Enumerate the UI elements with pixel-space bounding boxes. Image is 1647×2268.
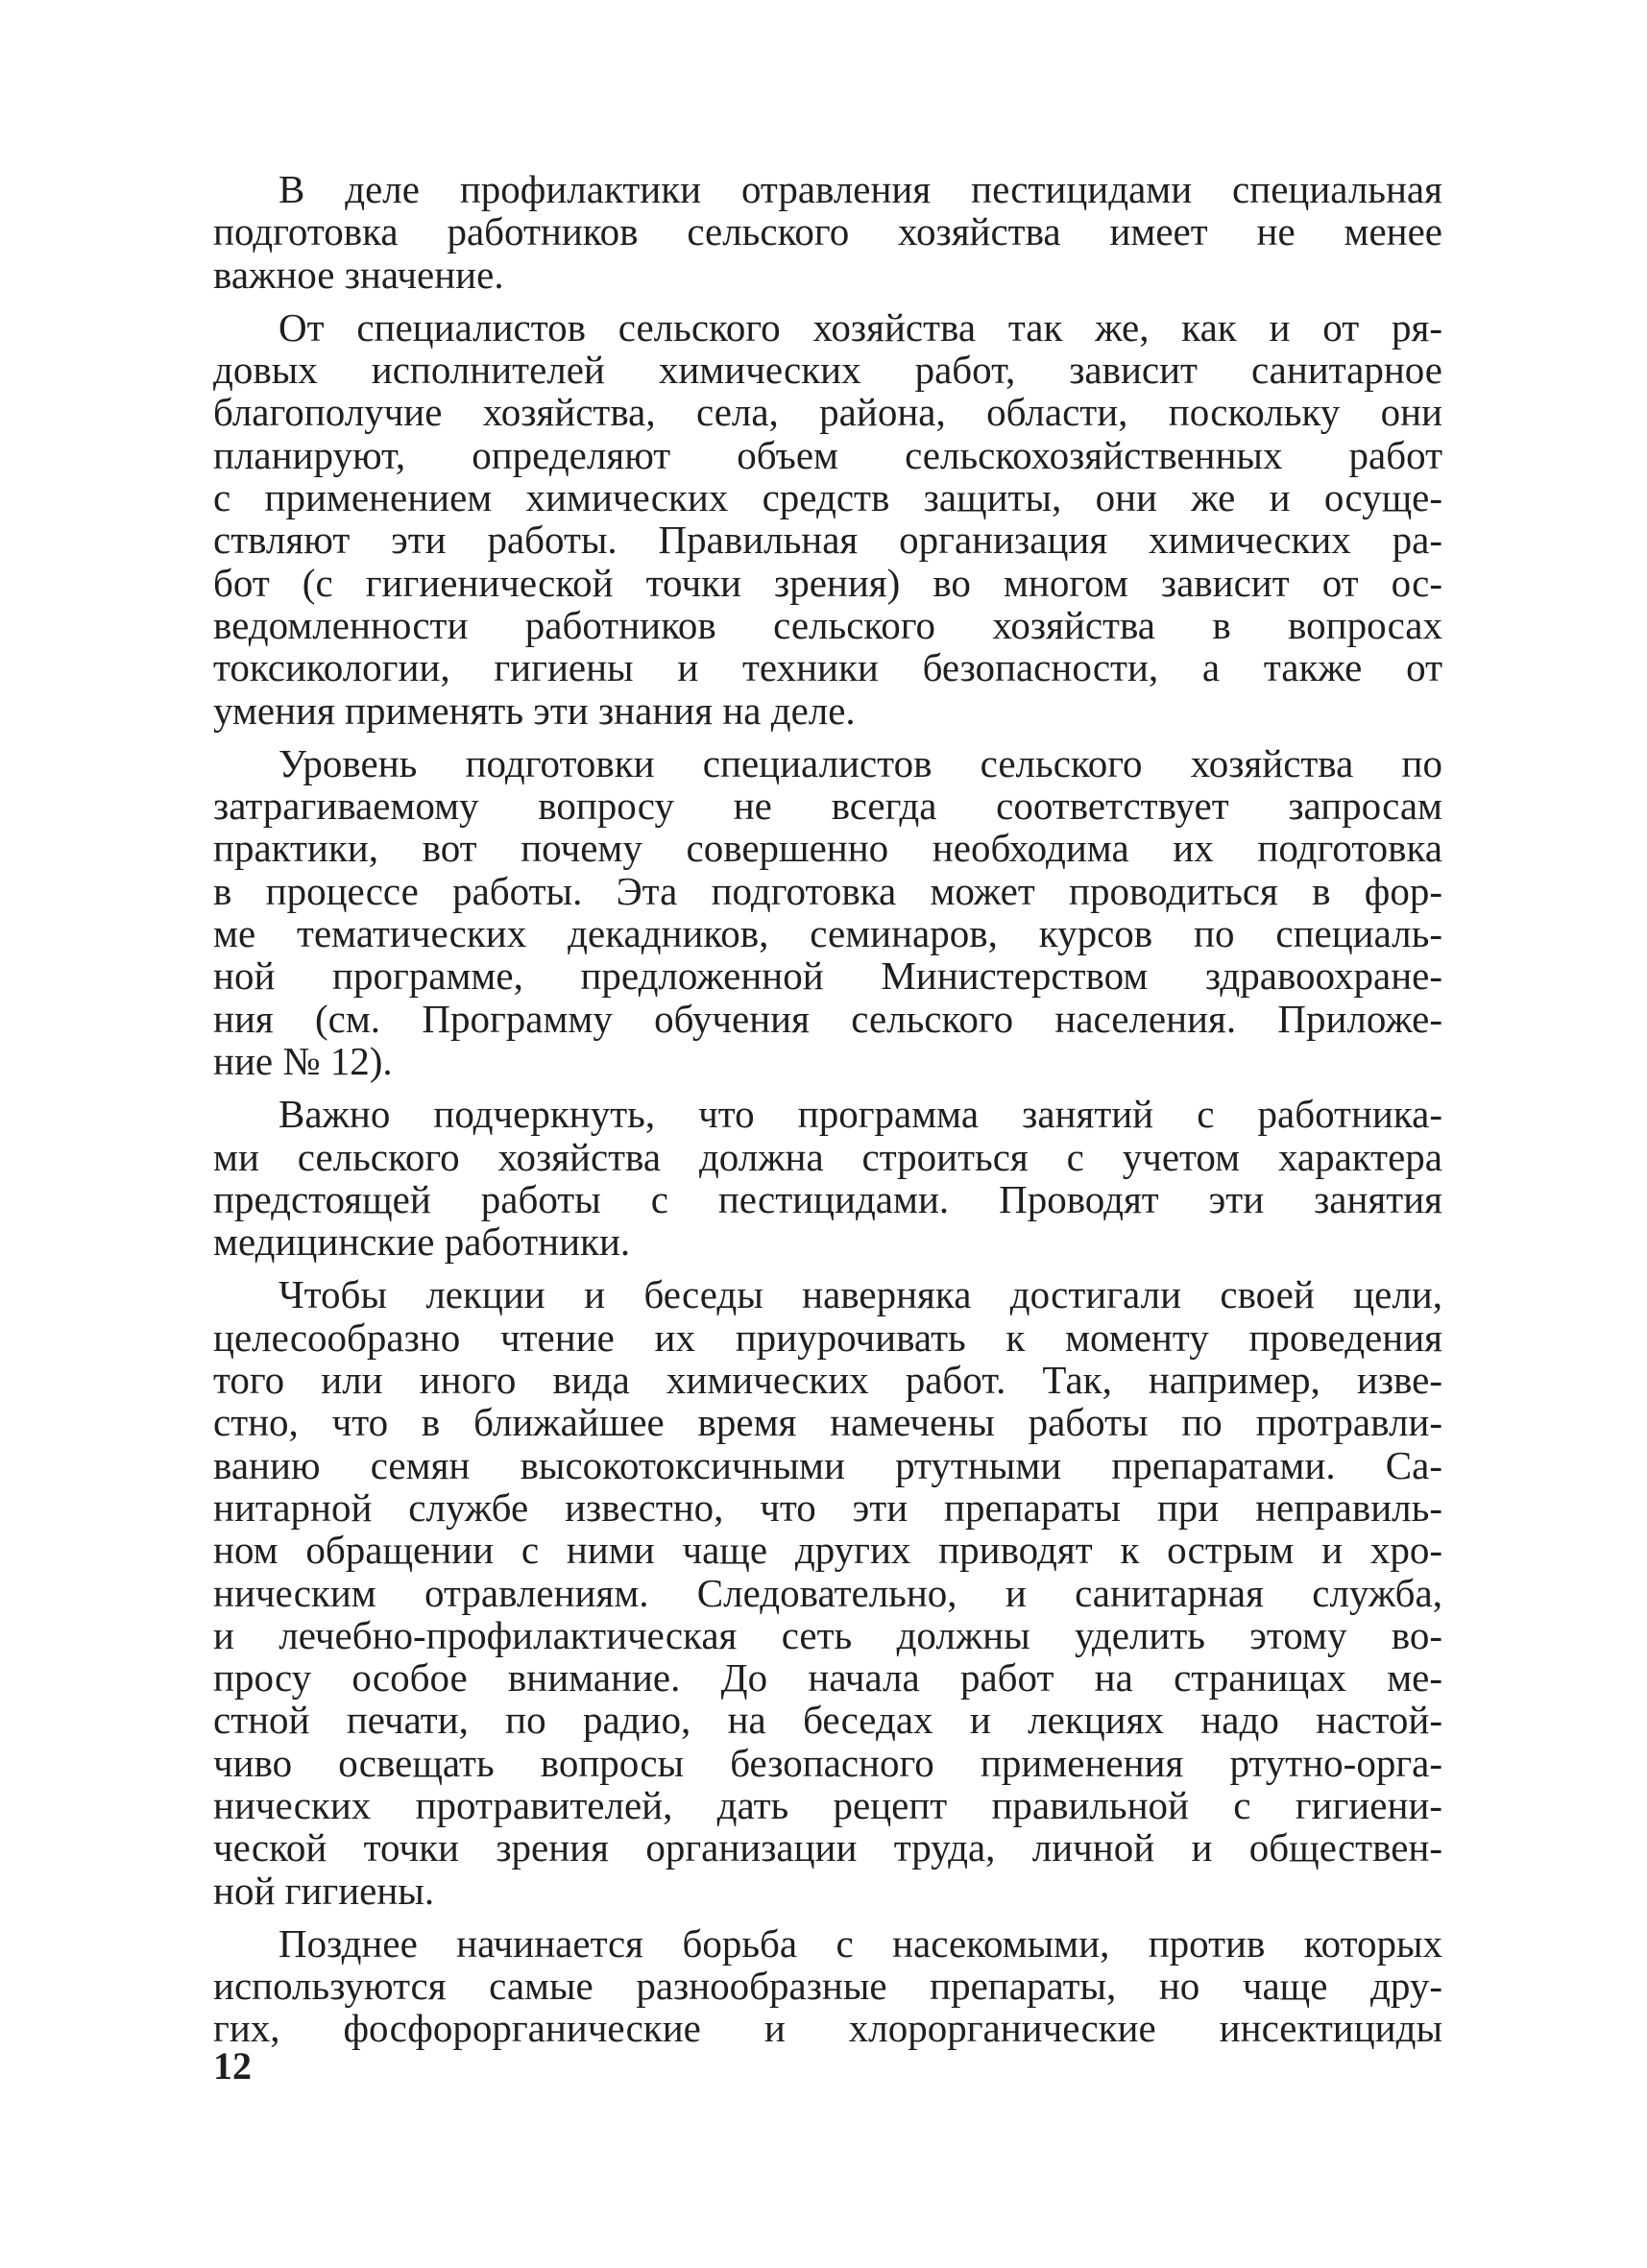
text-line: того или иного вида химических работ. Так, например, изве- — [213, 1358, 1442, 1403]
text-line: предстоящей работы с пестицидами. Проводят эти занятия — [213, 1176, 1442, 1221]
text-line: ной программе, предложенной Министерством здравоохране- — [213, 953, 1442, 999]
text-line: Позднее начинается борьба с насекомыми, против которых — [279, 1920, 1442, 1966]
paragraph — [213, 168, 1442, 296]
text-line: чиво освещать вопросы безопасного применения ртутно-орга- — [213, 1740, 1442, 1785]
text-line: ной гигиены. — [213, 1868, 435, 1913]
text-line: практики, вот почему совершенно необходима их подготовка — [213, 826, 1442, 871]
text-line: умения применять эти знания на деле. — [213, 688, 856, 733]
text-line: и лечебно-профилактическая сеть должны уделить этому во- — [213, 1612, 1442, 1657]
text-line: ния (см. Программу обучения сельского населения. Приложе- — [213, 996, 1442, 1041]
text-line: ме тематических декадников, семинаров, курсов по специаль- — [213, 911, 1442, 956]
text-line: медицинские работники. — [213, 1219, 631, 1265]
text-line: важное значение. — [213, 252, 504, 297]
text-line: ствляют эти работы. Правильная организация химических ра- — [213, 518, 1442, 563]
text-line: затрагиваемому вопросу не всегда соответствует запросам — [213, 784, 1442, 829]
text-line: Чтобы лекции и беседы наверняка достигали своей цели, — [279, 1272, 1442, 1317]
text-line: нитарной службе известно, что эти препараты при неправиль- — [213, 1484, 1442, 1530]
text-line: благополучие хозяйства, села, района, области, поскольку они — [213, 390, 1442, 435]
text-line: Уровень подготовки специалистов сельского хозяйства по — [279, 740, 1442, 785]
paragraph — [213, 1273, 1442, 1911]
paragraph — [213, 306, 1442, 732]
text-line: ведомленности работников сельского хозяйства в вопросах — [213, 602, 1442, 647]
text-line: используются самые разнообразные препараты, но чаще дру- — [213, 1964, 1442, 2009]
text-line: в процессе работы. Эта подготовка может проводиться в фор- — [213, 868, 1442, 913]
text-line: подготовка работников сельского хозяйства имеет не менее — [213, 209, 1442, 254]
page-number: 12 — [213, 2044, 252, 2087]
text-line: ванию семян высокотоксичными ртутными препаратами. Са- — [213, 1442, 1442, 1487]
text-line: ном обращении с ними чаще других приводят к острым и хро- — [213, 1528, 1442, 1573]
paragraph — [213, 1093, 1442, 1263]
text-line: От специалистов сельского хозяйства так же, как и от ря- — [279, 304, 1442, 350]
text-line: планируют, определяют объем сельскохозяйственных работ — [213, 432, 1442, 477]
text-line: В деле профилактики отравления пестицидами специальная — [279, 167, 1442, 211]
text-line: стной печати, по радио, на беседах и лекциях надо настой- — [213, 1698, 1442, 1743]
paragraph — [213, 1922, 1442, 2050]
text-line: ние № 12). — [213, 1038, 393, 1083]
text-line: бот (с гигиенической точки зрения) во многом зависит от ос- — [213, 560, 1442, 605]
page-body — [213, 168, 1442, 2061]
text-line: нических протравителей, дать рецепт правильной с гигиени- — [213, 1782, 1442, 1827]
text-line: просу особое внимание. До начала работ на страницах ме- — [213, 1655, 1442, 1701]
text-line: гих, фосфорорганические и хлорорганические инсектициды — [213, 2006, 1442, 2051]
text-line: токсикологии, гигиены и техники безопасности, а также от — [213, 645, 1442, 690]
text-line: с применением химических средств защиты, они же и осуще- — [213, 475, 1442, 520]
paragraph — [213, 742, 1442, 1082]
text-line: ческой точки зрения организации труда, личной и обществен- — [213, 1825, 1442, 1870]
text-line: ми сельского хозяйства должна строиться с учетом характера — [213, 1134, 1442, 1179]
text-line: Важно подчеркнуть, что программа занятий с работника- — [279, 1092, 1442, 1137]
text-line: целесообразно чтение их приурочивать к моменту проведения — [213, 1315, 1442, 1360]
text-line: ническим отравлениям. Следовательно, и санитарная служба, — [213, 1570, 1442, 1615]
text-line: стно, что в ближайшее время намечены работы по протравли- — [213, 1400, 1442, 1445]
text-line: довых исполнителей химических работ, зависит санитарное — [213, 348, 1442, 393]
